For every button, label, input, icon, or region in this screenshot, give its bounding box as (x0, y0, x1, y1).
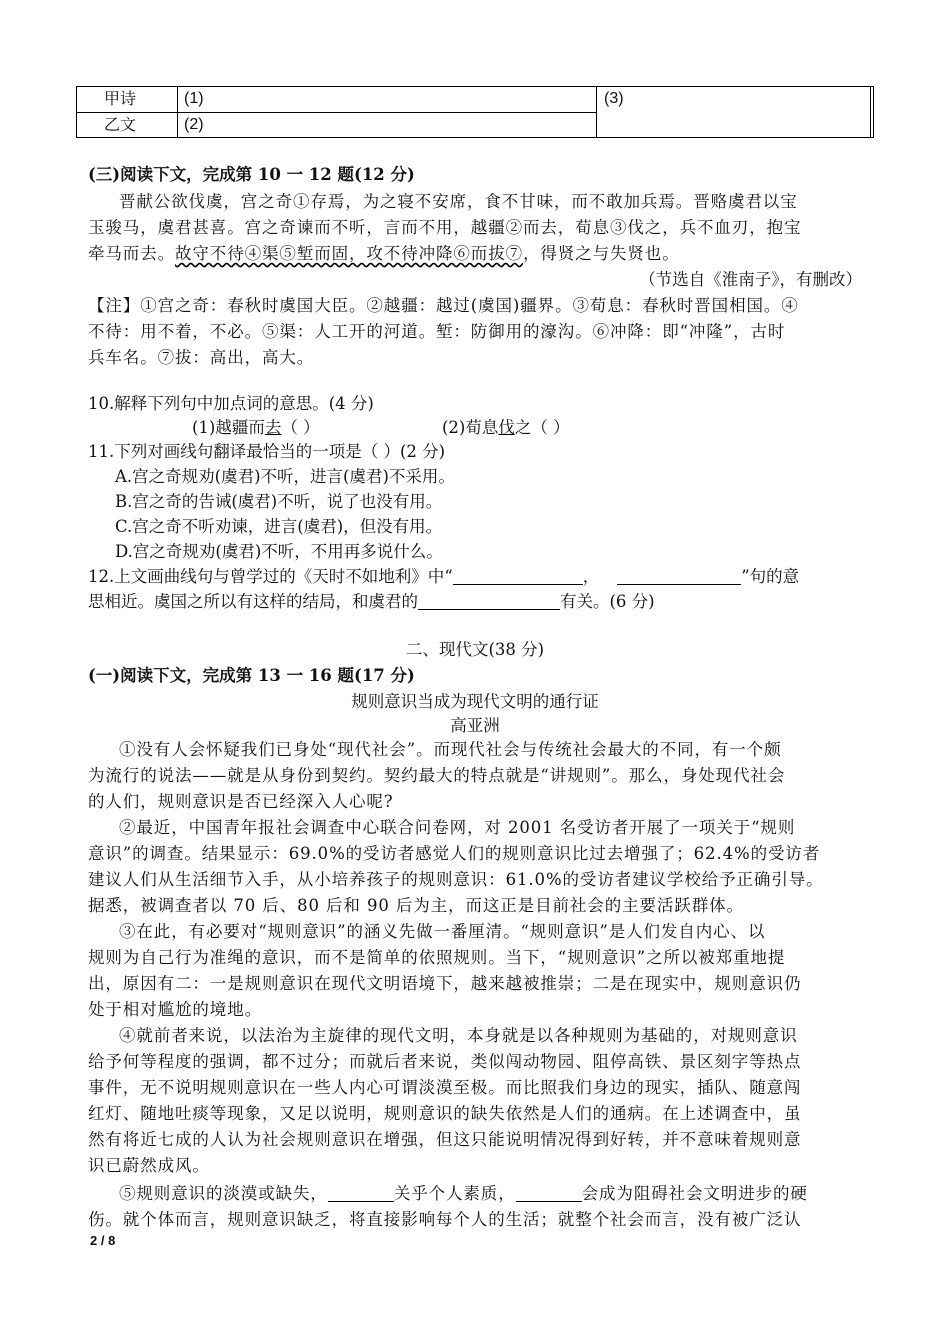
q10-blank: 之（ ） (514, 418, 570, 437)
article-line: ③在此，有必要对“规则意识”的涵义先做一番厘清。“规则意识”是人们发自内心、以 (119, 922, 766, 941)
passage-line: 晋献公欲伐虞，宫之奇①存焉，为之寝不安席，食不甘味，而不敢加兵焉。晋赂虞君以宝 (119, 192, 798, 211)
note-line: 不待：用不着，不必。⑤渠：人工开的河道。堑：防御用的濠沟。⑥冲降：即“冲隆”，古时 (88, 322, 786, 341)
question-10: 10.解释下列句中加点词的意思。(4 分) (88, 394, 374, 413)
q10-text: (2)荀息 (442, 418, 499, 437)
article-title: 规则意识当成为现代文明的通行证 (351, 692, 599, 711)
q12-text: 12.上文画曲线句与曾学过的《天时不如地利》中“ (88, 567, 453, 586)
q10-item-2 (442, 416, 570, 440)
answer-cell-1: (1) (184, 90, 204, 107)
option-b: B.宫之奇的告诫(虞君)不听，说了也没有用。 (115, 492, 443, 511)
answer-cell-2: (2) (184, 116, 204, 133)
q12-text: 有关。(6 分) (560, 592, 655, 611)
row-label-jia: 甲诗 (104, 89, 137, 108)
article-line: ①没有人会怀疑我们已身处“现代社会”。而现代社会与传统社会最大的不同，有一个颇 (119, 740, 782, 759)
article-line: 然有将近七成的人认为社会规则意识在增强，但这只能说明情况得到好转，并不意味着规则意 (88, 1130, 802, 1149)
option-c: C.宫之奇不听劝谏，进言(虞君)，但没有用。 (115, 517, 443, 536)
fill-blank (328, 1183, 394, 1202)
table-col-divider (596, 86, 597, 138)
article-line: 伤。就个体而言，规则意识缺乏，将直接影响每个人的生活；就整个社会而言，没有被广泛认 (88, 1210, 802, 1229)
dotted-word: 去 (264, 418, 282, 437)
q10-text: (1)越疆而 (192, 418, 265, 437)
q10-blank: （ ） (281, 418, 320, 437)
passage-text: 牵马而去。 (88, 244, 175, 263)
table-double-edge (870, 86, 871, 138)
article-text: ⑤规则意识的淡漠或缺失， (119, 1184, 328, 1203)
fill-blank (453, 566, 583, 585)
article-line: ②最近，中国青年报社会调查中心联合问卷网，对 2001 名受访者开展了一项关于“规则 (119, 818, 796, 837)
subsection-heading: (一)阅读下文，完成第 13 一 16 题(17 分) (88, 666, 415, 685)
q12-text: 思相近。虞国之所以有这样的结局，和虞君的 (88, 592, 418, 611)
fill-blank (617, 566, 741, 585)
table-row-divider (76, 112, 596, 113)
q12-text: ”句的意 (741, 567, 800, 586)
source-citation: （节选自《淮南子》，有删改） (639, 270, 862, 289)
wavy-underlined-sentence: 故守不待④渠⑤堑而固，攻不待冲降⑥而拔⑦ (175, 244, 523, 263)
article-line: 红灯、随地吐痰等现象，又足以说明，规则意识的缺失依然是人们的通病。在上述调查中，虽 (88, 1104, 802, 1123)
row-label-yi: 乙文 (104, 115, 137, 134)
q12-text: ， (582, 567, 600, 586)
passage-line (88, 242, 680, 266)
question-12-line-1 (88, 565, 799, 589)
answer-cell-3: (3) (604, 90, 624, 107)
section-heading: (三)阅读下文，完成第 10 一 12 题(12 分) (88, 165, 415, 184)
article-text: 关乎个人素质， (393, 1184, 516, 1203)
article-text: 会成为阻碍社会文明进步的硬 (581, 1184, 808, 1203)
option-a: A.宫之奇规劝(虞君)不听，进言(虞君)不采用。 (115, 467, 455, 486)
fill-blank (516, 1183, 582, 1202)
article-line: 为流行的说法——就是从身份到契约。契约最大的特点就是“讲规则”。那么，身处现代社会 (88, 766, 786, 785)
article-line: 意识”的调查。结果显示：69.0%的受访者感觉人们的规则意识比过去增强了；62.4%的受访者 (88, 844, 821, 863)
answer-table (76, 86, 874, 138)
option-d: D.宫之奇规劝(虞君)不听，不用再多说什么。 (115, 542, 443, 561)
question-11: 11.下列对画线句翻译最恰当的一项是（ ）(2 分) (88, 442, 446, 461)
dotted-word: 伐 (498, 418, 515, 437)
passage-line: 玉骏马，虞君甚喜。宫之奇谏而不听，言而不用，越疆②而去，荀息③伐之，兵不血刃，抱宝 (88, 218, 802, 237)
fill-blank (418, 591, 560, 610)
article-author: 高亚洲 (450, 716, 500, 735)
article-line: 出，原因有二：一是规则意识在现代文明语境下，越来越被推崇；二是在现实中，规则意识仍 (88, 974, 802, 993)
part-heading: 二、现代文(38 分) (405, 640, 545, 659)
page-number: 2 / 8 (90, 1233, 116, 1248)
article-line (119, 1182, 808, 1206)
article-line: 的人们，规则意识是否已经深入人心呢? (88, 792, 394, 811)
question-12-line-2 (88, 590, 655, 614)
article-line: 处于相对尴尬的境地。 (88, 1000, 262, 1019)
q10-item-1 (192, 416, 320, 440)
article-line: 据悉，被调查者以 70 后、80 后和 90 后为主，而这正是目前社会的主要活跃群体。 (88, 896, 744, 915)
article-line: 识已蔚然成风。 (88, 1156, 210, 1175)
passage-text: ，得贤之与失贤也。 (523, 244, 680, 263)
article-line: 事件，无不说明规则意识在一些人内心可谓淡漠至极。而比照我们身边的现实，插队、随意闯 (88, 1078, 802, 1097)
article-line: 规则为自己行为准绳的意识，而不是简单的依照规则。当下，“规则意识”之所以被郑重地提 (88, 948, 786, 967)
article-line: ④就前者来说，以法治为主旋律的现代文明，本身就是以各种规则为基础的，对规则意识 (119, 1026, 798, 1045)
note-line: 兵车名。⑦拔：高出，高大。 (88, 348, 315, 367)
article-line: 给予何等程度的强调，都不过分；而就后者来说，类似闯动物园、阻停高铁、景区刻字等热点 (88, 1052, 802, 1071)
article-line: 建议人们从生活细节入手，从小培养孩子的规则意识：61.0%的受访者建议学校给予正确引导。 (88, 870, 824, 889)
note-line: 【注】①宫之奇：春秋时虞国大臣。②越疆：越过(虞国)疆界。③荀息：春秋时晋国相国。④ (88, 296, 799, 315)
